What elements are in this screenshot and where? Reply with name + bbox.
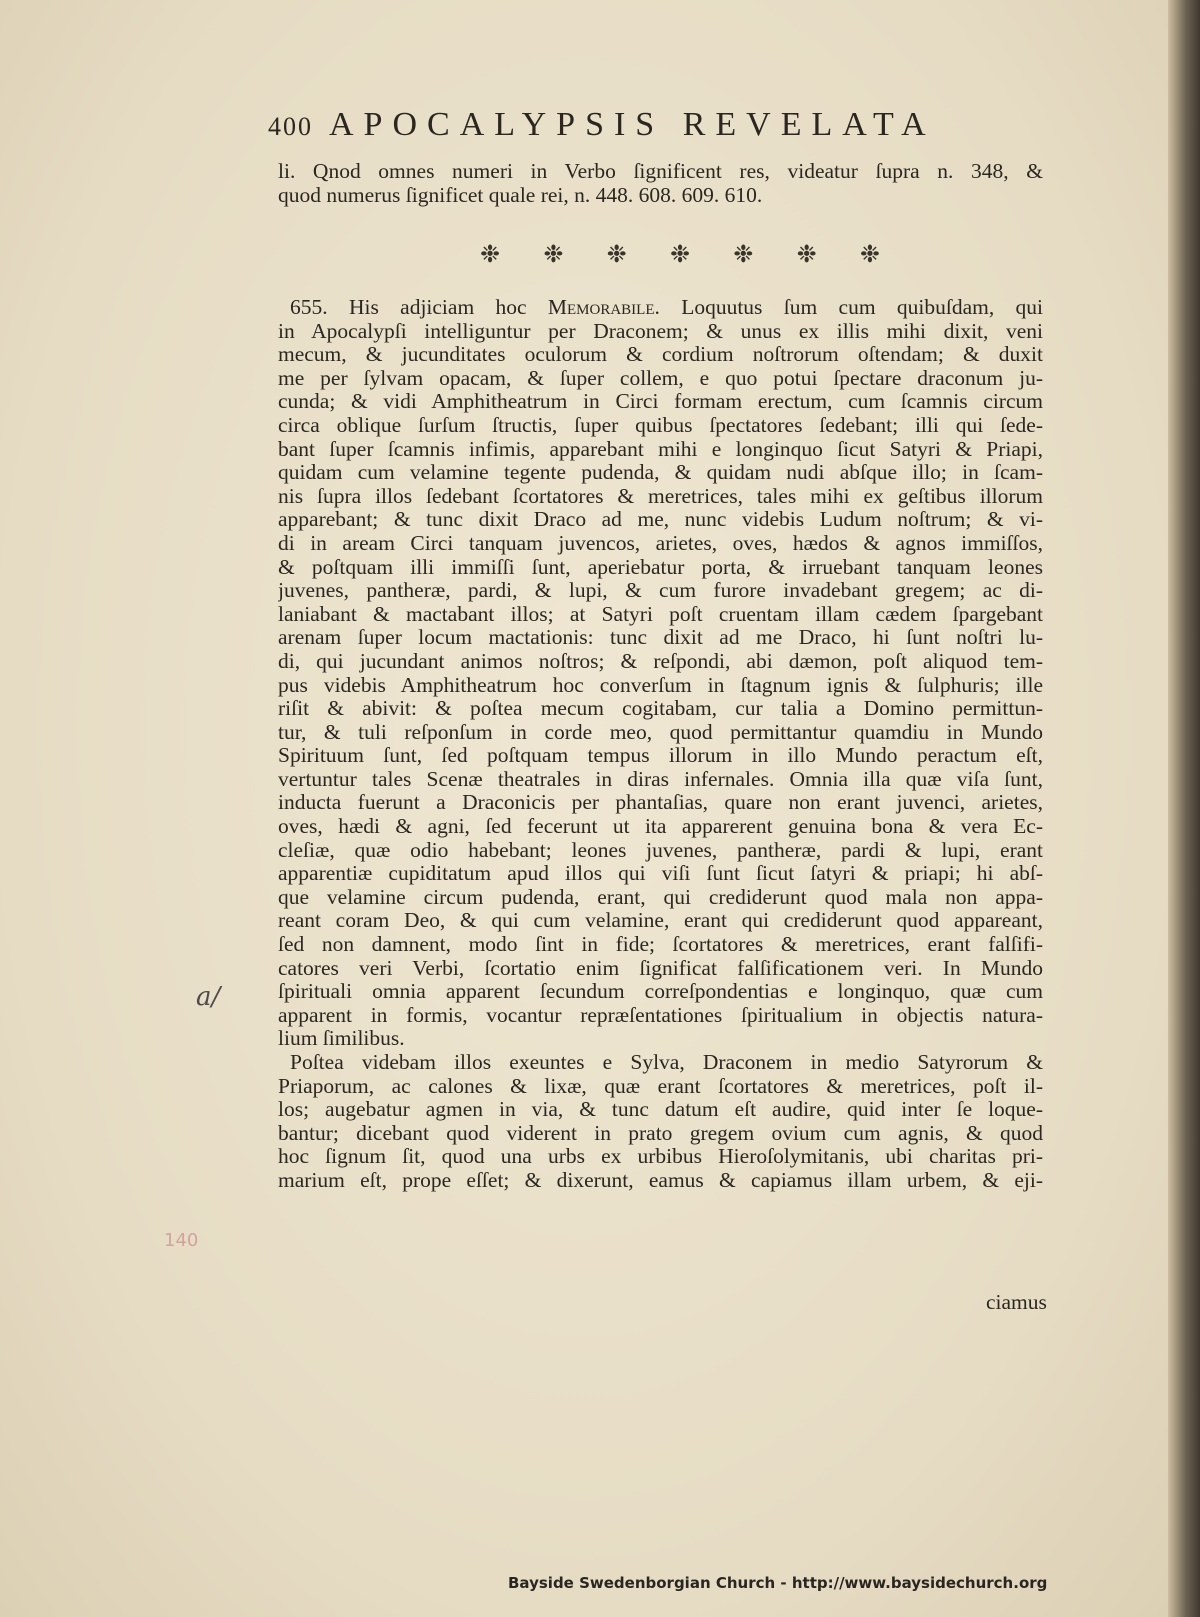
text-line: inducta fuerunt a Draconicis per phantaſias, quare non erant juvenci, arietes, — [278, 791, 1043, 815]
text-line: in Apocalypſi intelliguntur per Draconem; & unus ex illis mihi dixit, veni — [278, 319, 1043, 343]
text-line: hoc ſignum ſit, quod una urbs ex urbibus Hieroſolymitanis, ubi charitas pri- — [278, 1145, 1043, 1169]
ornament-divider — [480, 240, 880, 269]
text-line: tur, & tuli reſponſum in corde meo, quod permittantur quamdiu in Mundo — [278, 720, 1043, 744]
first-line-rest: Loquutus ſum cum quibuſdam, qui — [681, 296, 1043, 319]
text-line: apparentiæ cupiditatum apud illos qui viſi ſunt ſicut ſatyri & priapi; hi abſ- — [278, 862, 1043, 886]
text-line: catores veri Verbi, ſcortatio enim ſignificat falſificationem veri. In Mundo — [278, 956, 1043, 980]
text-line: que velamine circum pudenda, erant, qui crediderunt quod mala non appa- — [278, 885, 1043, 909]
paragraph-lead: His adjiciam hoc — [348, 296, 527, 319]
text-line: oves, hædi & agni, ſed fecerunt ut ita apparerent genuina bona & vera Ec- — [278, 815, 1043, 839]
book-gutter — [1168, 0, 1200, 1617]
text-line: mecum, & jucunditates oculorum & cordium noſtrorum oſtendam; & duxit — [278, 343, 1043, 367]
flower-ornament-icon: ❉ — [543, 242, 564, 268]
text-line: circa oblique ſurſum ſtructis, ſuper quibus ſpectatores ſedebant; illi qui ſede- — [278, 413, 1043, 437]
text-line: apparebant; & tunc dixit Draco ad me, nunc videbis Ludum noſtrum; & vi- — [278, 508, 1043, 532]
paragraph-first-line — [278, 296, 1043, 320]
flower-ornament-icon: ❉ — [733, 242, 754, 268]
flower-ornament-icon: ❉ — [669, 242, 691, 268]
text-line: arenam ſuper locum mactationis: tunc dixit ad me Draco, hi ſunt noſtri lu- — [278, 626, 1043, 650]
text-line: quod numerus ſignificet quale rei, n. 448. 608. 609. 610. — [278, 183, 763, 207]
flower-ornament-icon: ❉ — [859, 242, 880, 268]
text-line: bant ſuper ſcamnis infimis, apparebant mihi e longinquo ſicut Satyri & Priapi, — [278, 437, 1043, 461]
top-text-block — [278, 160, 1043, 207]
text-line: bantur; dicebant quod viderent in prato gregem ovium cum agnis, & quod — [278, 1121, 1043, 1145]
text-line: apparent in formis, vocantur repræſentationes ſpiritualium in objectis natura- — [278, 1003, 1043, 1027]
page-number: 400 — [268, 112, 313, 141]
text-line: cunda; & vidi Amphitheatrum in Circi formam erectum, cum ſcamnis circum — [278, 390, 1043, 414]
text-line: vertuntur tales Scenæ theatrales in diras infernales. Omnia illa quæ viſa ſunt, — [278, 767, 1043, 791]
text-line: laniabant & mactabant illos; at Satyri poſt cruentam illam cædem ſpargebant — [278, 602, 1043, 626]
text-line: Spirituum ſunt, ſed poſtquam tempus illorum in illo Mundo peractum eſt, — [278, 744, 1043, 768]
flower-ornament-icon: ❉ — [480, 242, 501, 268]
text-line: lium ſimilibus. — [278, 1027, 405, 1051]
text-line: di, qui jucundant animos noſtros; & reſpondi, abi dæmon, poſt aliquod tem- — [278, 649, 1043, 673]
flower-ornament-icon: ❉ — [606, 242, 627, 268]
handwritten-margin-note: a/ — [196, 982, 221, 1012]
faint-margin-mark: 140 — [164, 1230, 199, 1251]
text-line: Poſtea videbam illos exeuntes e Sylva, Draconem in medio Satyrorum & — [290, 1051, 1043, 1074]
text-line: riſit & abivit: & poſtea mecum cogitabam, cur talia a Domino permittun- — [278, 697, 1043, 721]
memorabile-heading: Memorabile. — [547, 296, 660, 319]
text-line: reant coram Deo, & qui cum velamine, erant qui crediderunt quod appareant, — [278, 909, 1043, 933]
paragraph-655 — [278, 296, 1043, 1193]
footer-credit: Bayside Swedenborgian Church - http://www.baysidechurch.org — [508, 1574, 1048, 1592]
text-line: ſed non damnent, modo ſint in fide; ſcortatores & meretrices, erant falſifi- — [278, 933, 1043, 957]
text-line: & poſtquam illi immiſſi ſunt, aperiebatur porta, & irruebant tanquam leones — [278, 555, 1043, 579]
text-line: me per ſylvam opacam, & ſuper collem, e quo potui ſpectare draconum ju- — [278, 366, 1043, 390]
text-line: marium eſt, prope eſſet; & dixerunt, eamus & capiamus illam urbem, & eji- — [278, 1168, 1043, 1192]
text-line: los; augebatur agmen in via, & tunc datum eſt audire, quid inter ſe loque- — [278, 1098, 1043, 1122]
text-line: di in aream Circi tanquam juvencos, arietes, oves, hædos & agnos immiſſos, — [278, 531, 1043, 555]
text-line: cleſiæ, quæ odio habebant; leones juvenes, pantheræ, pardi & lupi, erant — [278, 838, 1043, 862]
text-line: quidam cum velamine tegente pudenda, & quidam nudi abſque illo; in ſcam- — [278, 461, 1043, 485]
running-head — [268, 106, 1038, 144]
text-line: li. Qnod omnes numeri in Verbo ſignificent res, videatur ſupra n. 348, & — [278, 160, 1043, 183]
text-line: juvenes, pantheræ, pardi, & lupi, & cum furore invadebant gregem; ac di- — [278, 579, 1043, 603]
catchword: ciamus — [986, 1290, 1047, 1314]
text-line: Priaporum, ac calones & lixæ, quæ erant ſcortatores & meretrices, poſt il- — [278, 1074, 1043, 1098]
flower-ornament-icon: ❉ — [796, 242, 817, 268]
text-line: pus videbis Amphitheatrum hoc converſum in ſtagnum ignis & ſulphuris; ille — [278, 673, 1043, 697]
text-line: nis ſupra illos ſedebant ſcortatores & meretrices, tales mihi ex geſtibus illorum — [278, 484, 1043, 508]
paragraph-number: 655. — [290, 296, 328, 319]
text-line: ſpirituali omnia apparent ſecundum correſpondentias e longinquo, quæ cum — [278, 980, 1043, 1004]
page-title: APOCALYPSIS REVELATA — [329, 106, 936, 143]
